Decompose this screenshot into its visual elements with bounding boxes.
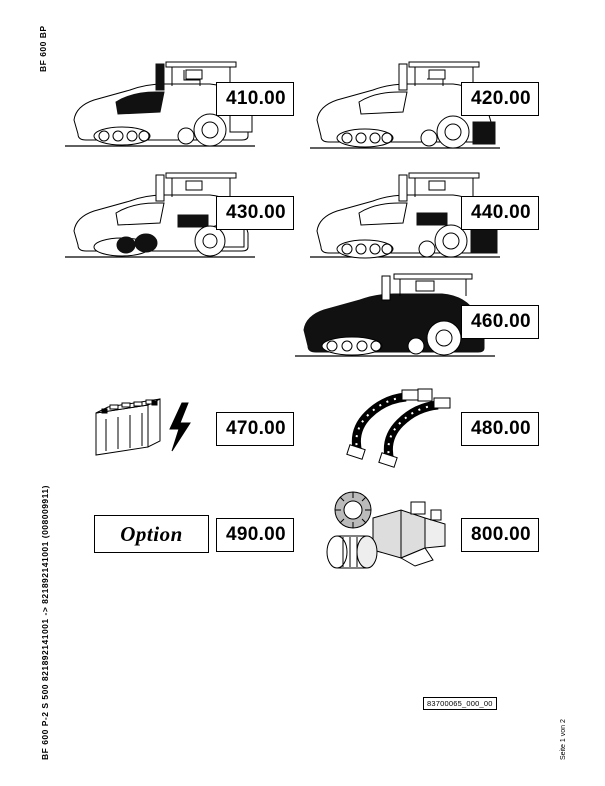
code-badge-800[interactable]: 800.00 xyxy=(461,518,539,552)
code-badge-480[interactable]: 480.00 xyxy=(461,412,539,446)
option-label: Option xyxy=(120,521,183,546)
code-badge-410[interactable]: 410.00 xyxy=(216,82,294,116)
footer-drawing-number: 83700065_000_00 xyxy=(423,697,497,710)
hydraulic-hoses-illustration xyxy=(340,385,460,470)
header-machine-code: BF 600 BP xyxy=(38,25,48,72)
page-counter: Seite 1 von 2 xyxy=(560,719,567,760)
figure-pump-800[interactable] xyxy=(315,488,460,583)
figure-battery-470[interactable] xyxy=(86,385,206,470)
option-plate[interactable] xyxy=(94,515,209,553)
code-badge-430[interactable]: 430.00 xyxy=(216,196,294,230)
spine-machine-code: BF 600 P-2 S 500 821892141001 -> 821892141001 (008009911) xyxy=(40,485,50,760)
code-badge-470[interactable]: 470.00 xyxy=(216,412,294,446)
code-badge-460[interactable]: 460.00 xyxy=(461,305,539,339)
code-badge-420[interactable]: 420.00 xyxy=(461,82,539,116)
figure-hoses-480[interactable] xyxy=(340,385,460,470)
battery-and-bolt-illustration xyxy=(86,385,206,470)
hydraulic-pump-illustration xyxy=(315,488,460,583)
code-badge-490[interactable]: 490.00 xyxy=(216,518,294,552)
code-badge-440[interactable]: 440.00 xyxy=(461,196,539,230)
